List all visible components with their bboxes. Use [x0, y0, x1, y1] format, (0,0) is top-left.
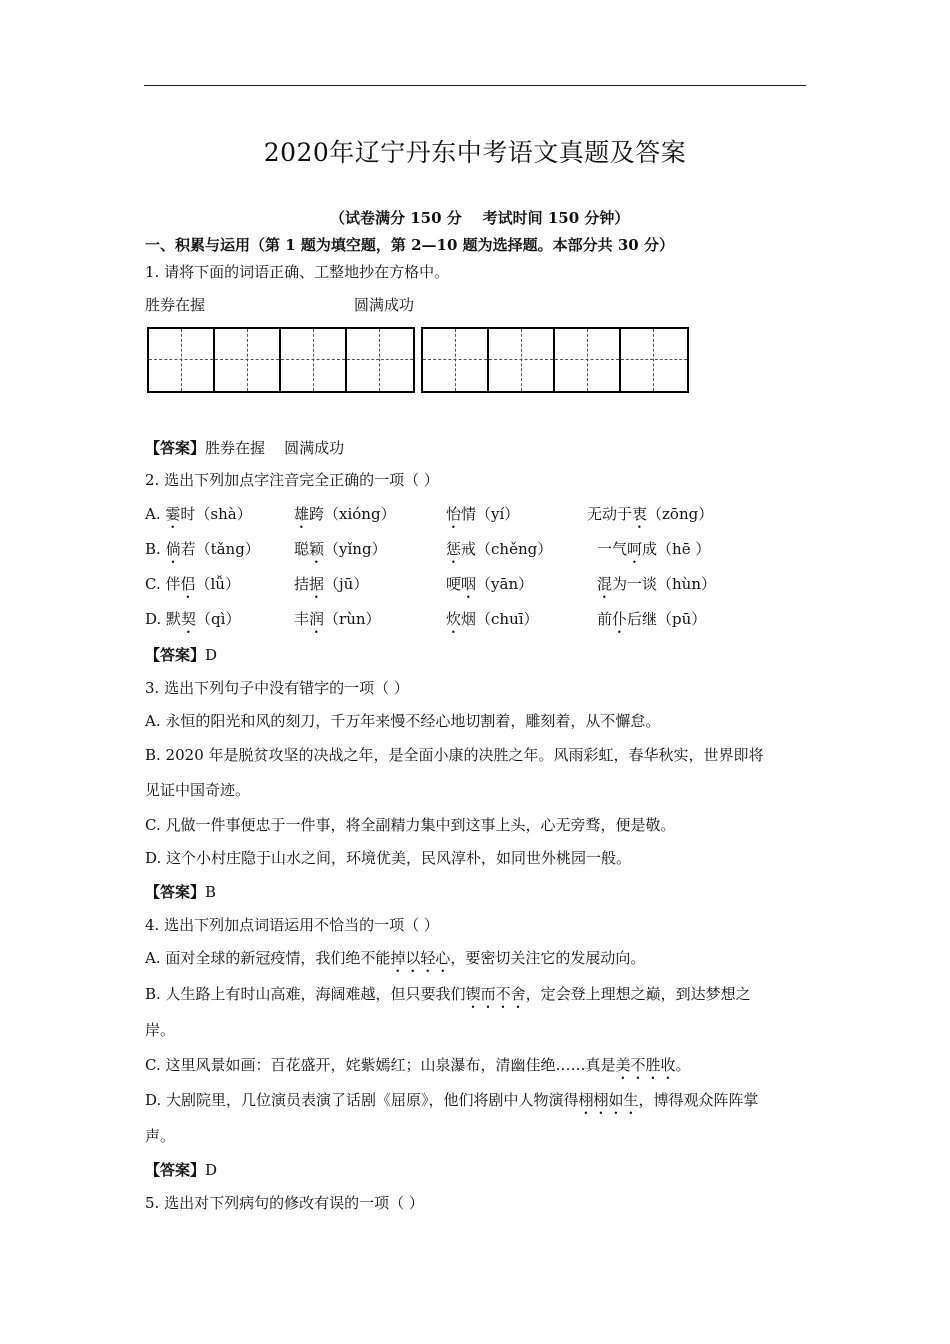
- question-4-option-d: D. 大剧院里，几位演员表演了话剧《屈原》，他们将剧中人物演得栩栩如生，博得观众阵阵掌: [145, 1091, 759, 1109]
- answer-3: [145, 881, 216, 902]
- answer-1: [145, 437, 344, 458]
- option-c-3: 哽咽（yān）: [446, 575, 534, 593]
- grid-cell: [281, 329, 347, 391]
- answer-text: B: [205, 883, 217, 901]
- grid-cell: [489, 329, 555, 391]
- answer-2: [145, 644, 217, 665]
- option-a-4: 无动于衷（zōng）: [587, 505, 714, 523]
- option-b-2: 聪颖（yǐng）: [294, 540, 387, 558]
- option-d-2: 丰润（rùn）: [294, 610, 381, 628]
- question-3-option-b: B. 2020 年是脱贫攻坚的决战之年，是全面小康的决胜之年。风雨彩虹，春华秋实，世界即将: [145, 746, 764, 764]
- answer-tag: 【答案】: [145, 439, 206, 457]
- question-4-option-d-cont: 声。: [145, 1127, 176, 1145]
- grid-cell: [423, 329, 489, 391]
- grid-cell: [347, 329, 413, 391]
- answer-tag: 【答案】: [145, 646, 206, 664]
- option-b-1: B. 倘若（tǎng）: [145, 540, 260, 558]
- option-b-4: 一气呵成（hē ）: [597, 540, 711, 558]
- option-d-3: 炊烟（chuī）: [446, 610, 539, 628]
- option-c-4: 混为一谈（hùn）: [597, 575, 716, 593]
- question-3-option-d: D. 这个小村庄隐于山水之间，环境优美，民风淳朴，如同世外桃园一般。: [145, 849, 632, 867]
- option-d-4: 前仆后继（pū）: [597, 610, 707, 628]
- option-c-2: 拮据（jū）: [294, 575, 369, 593]
- answer-text: D: [205, 1161, 218, 1179]
- page-title: 2020年辽宁丹东中考语文真题及答案: [263, 138, 687, 167]
- exam-info: （试卷满分 150 分 考试时间 150 分钟）: [330, 209, 630, 227]
- grid-cell: [149, 329, 215, 391]
- answer-tag: 【答案】: [145, 1161, 206, 1179]
- option-a-3: 怡情（yí）: [446, 505, 520, 523]
- answer-text: 胜券在握 圆满成功: [205, 439, 345, 457]
- question-4-option-c: C. 这里风景如画：百花盛开，姹紫嫣红；山泉瀑布，清幽佳绝……真是美不胜收。: [145, 1056, 691, 1074]
- word-2: 圆满成功: [354, 296, 415, 314]
- option-a-1: A. 霎时（shà）: [145, 505, 252, 523]
- word-1: 胜券在握: [145, 296, 206, 314]
- question-2-stem: 2. 选出下列加点字注音完全正确的一项（ ）: [145, 471, 439, 489]
- option-a-2: 雄跨（xióng）: [294, 505, 396, 523]
- question-4-option-b-cont: 岸。: [145, 1021, 176, 1039]
- option-b-3: 惩戒（chěng）: [446, 540, 553, 558]
- grid-cell: [215, 329, 281, 391]
- answer-4: [145, 1159, 217, 1180]
- writing-grid-2: [421, 327, 689, 393]
- option-d-1: D. 默契（qì）: [145, 610, 241, 628]
- grid-cell: [621, 329, 687, 391]
- section-heading: 一、积累与运用（第 1 题为填空题，第 2—10 题为选择题。本部分共 30 分）: [145, 236, 674, 254]
- question-4-stem: 4. 选出下列加点词语运用不恰当的一项（ ）: [145, 916, 439, 934]
- question-3-option-b-cont: 见证中国奇迹。: [145, 781, 251, 799]
- question-4-option-a: A. 面对全球的新冠疫情，我们绝不能掉以轻心，要密切关注它的发展动向。: [145, 949, 646, 967]
- question-5-stem: 5. 选出对下列病句的修改有误的一项（ ）: [145, 1194, 424, 1212]
- answer-tag: 【答案】: [145, 883, 206, 901]
- option-c-1: C. 伴侣（lǚ）: [145, 575, 240, 593]
- writing-grid-1: [147, 327, 415, 393]
- question-3-stem: 3. 选出下列句子中没有错字的一项（ ）: [145, 679, 409, 697]
- header-rule: [144, 85, 806, 86]
- grid-cell: [555, 329, 621, 391]
- question-3-option-c: C. 凡做一件事便忠于一件事，将全副精力集中到这事上头，心无旁骛，便是敬。: [145, 816, 676, 834]
- question-4-option-b: B. 人生路上有时山高难，海阔难越，但只要我们锲而不舍，定会登上理想之巅，到达梦想之: [145, 985, 751, 1003]
- question-3-option-a: A. 永恒的阳光和风的刻刀，千万年来慢不经心地切割着，雕刻着，从不懈怠。: [145, 712, 661, 730]
- answer-text: D: [205, 646, 218, 664]
- question-1-stem: 1. 请将下面的词语正确、工整地抄在方格中。: [145, 263, 450, 281]
